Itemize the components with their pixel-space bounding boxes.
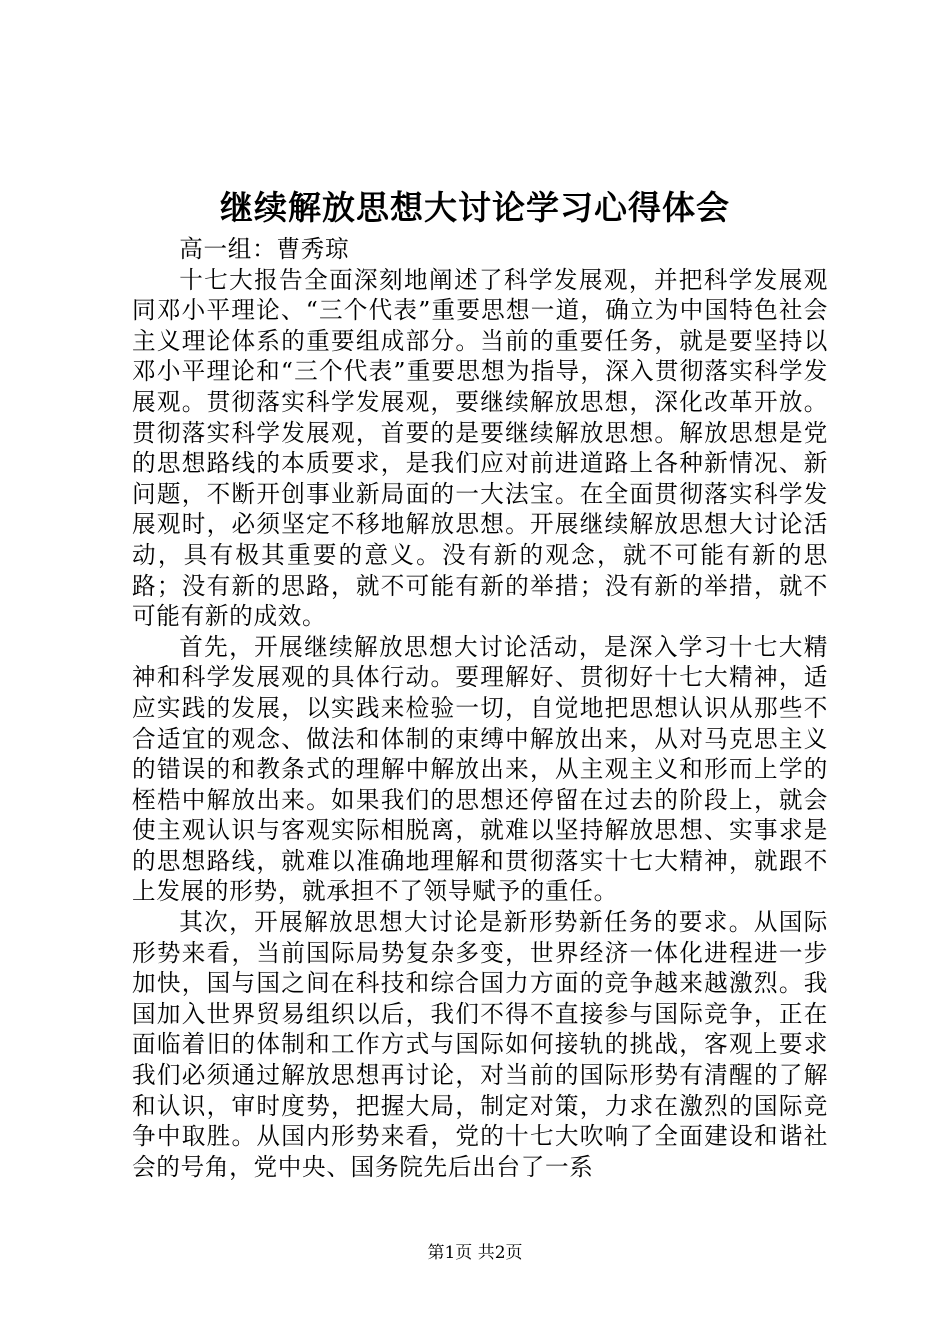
author-line: 高一组：曹秀琼 [179,235,350,263]
paragraph-2: 首先，开展继续解放思想大讨论活动，是深入学习十七大精神和科学发展观的具体行动。要理解好、贯彻好十七大精神，适应实践的发展，以实践来检验一切，自觉地把思想认识从那些不合适宜的观念、做法和体制的束缚中解放出来，从对马克思主义的错误的和教条式的理解中解放出来，从主观主义和形而上学的桎梏中解放出来。如果我们的思想还停留在过去的阶段上，就会使主观认识与客观实际相脱离，就难以坚持解放思想、实事求是的思想路线，就难以准确地理解和贯彻落实十七大精神，就跟不上发展的形势，就承担不了领导赋予的重任。 [132,632,828,906]
paragraph-1: 十七大报告全面深刻地阐述了科学发展观，并把科学发展观同邓小平理论、“三个代表”重要思想一道，确立为中国特色社会主义理论体系的重要组成部分。当前的重要任务，就是要坚持以邓小平理论和“三个代表”重要思想为指导，深入贯彻落实科学发展观。贯彻落实科学发展观，要继续解放思想，深化改革开放。贯彻落实科学发展观，首要的是要继续解放思想。解放思想是党的思想路线的本质要求，是我们应对前进道路上各种新情况、新问题，不断开创事业新局面的一大法宝。在全面贯彻落实科学发展观时，必须坚定不移地解放思想。开展继续解放思想大讨论活动，具有极其重要的意义。没有新的观念，就不可能有新的思路；没有新的思路，就不可能有新的举措；没有新的举措，就不可能有新的成效。 [132,265,828,631]
page-footer: 第1页 共2页 [427,1243,523,1263]
document-title: 继续解放思想大讨论学习心得体会 [220,188,730,227]
paragraph-3: 其次，开展解放思想大讨论是新形势新任务的要求。从国际形势来看，当前国际局势复杂多变，世界经济一体化进程进一步加快，国与国之间在科技和综合国力方面的竞争越来越激烈。我国加入世界贸易组织以后，我们不得不直接参与国际竞争，正在面临着旧的体制和工作方式与国际如何接轨的挑战，客观上要求我们必须通过解放思想再讨论，对当前的国际形势有清醒的了解和认识，审时度势，把握大局，制定对策，力求在激烈的国际竞争中取胜。从国内形势来看，党的十七大吹响了全面建设和谐社会的号角，党中央、国务院先后出台了一系 [132,908,828,1181]
document-body [132,234,828,1182]
